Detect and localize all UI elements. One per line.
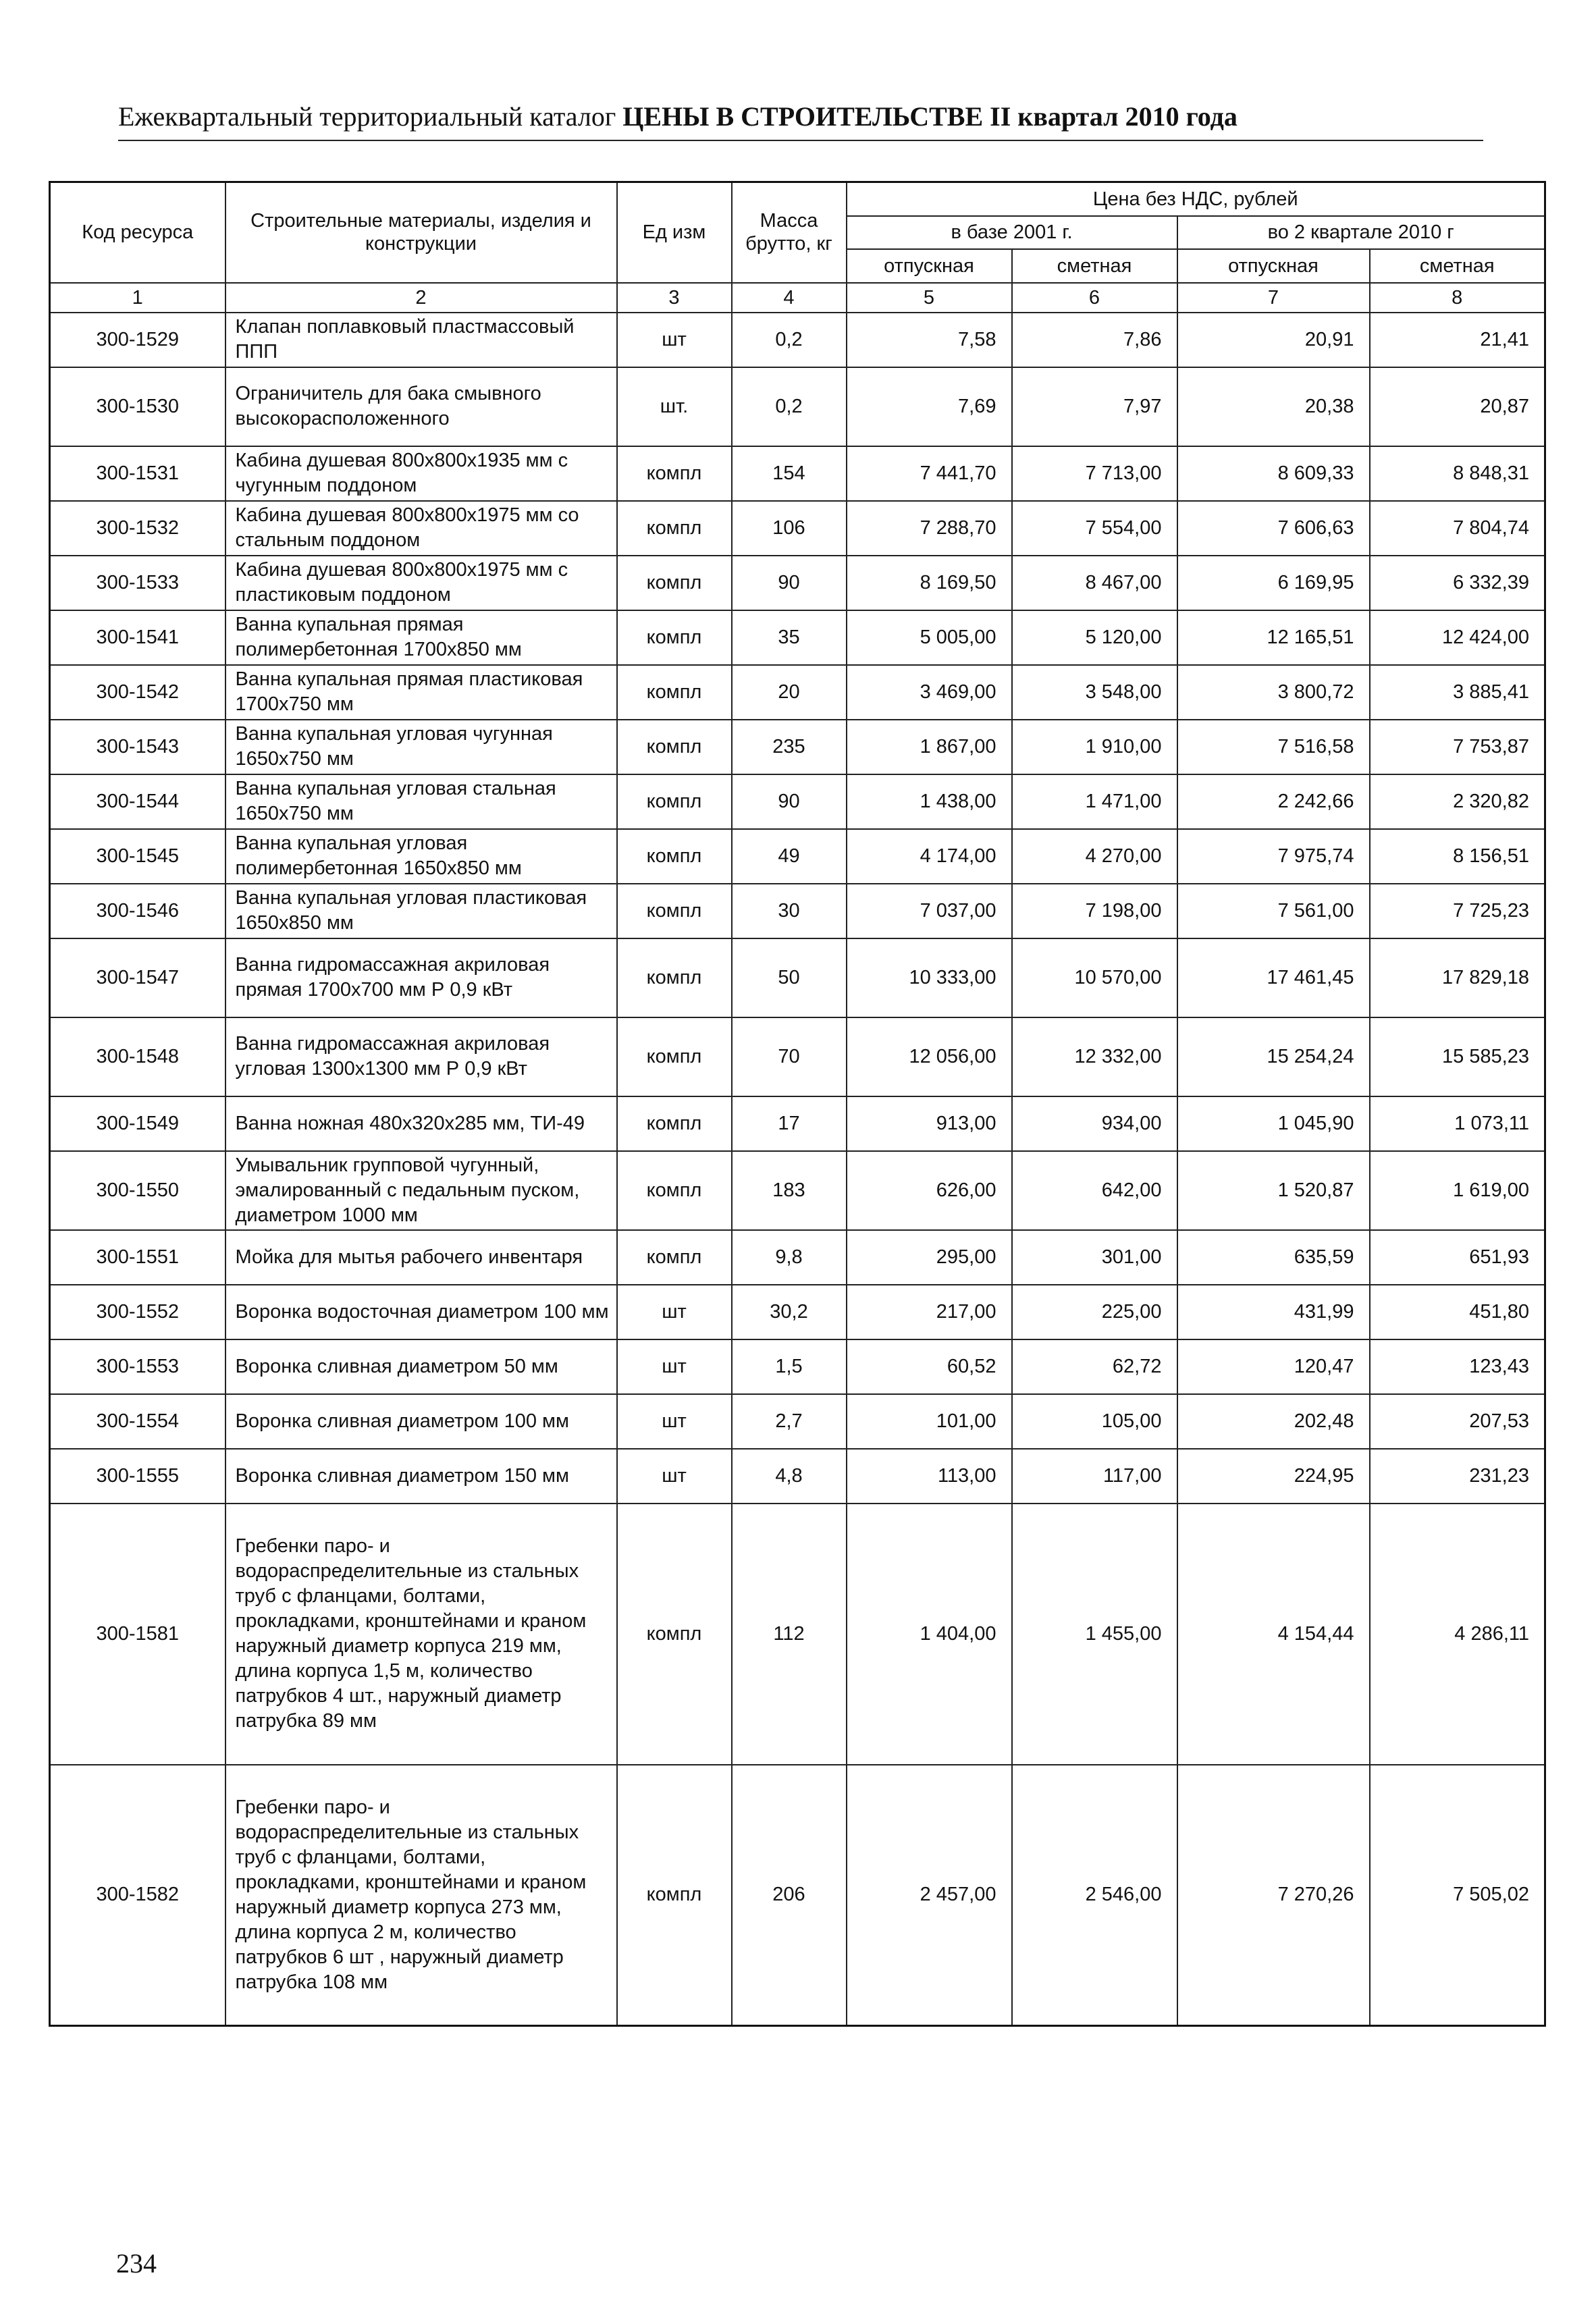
table-row [50, 1449, 1545, 1504]
price-base-estimate: 934,00 [1012, 1096, 1177, 1151]
material-name: Ванна ножная 480х320х285 мм, ТИ-49 [225, 1096, 617, 1151]
resource-code: 300-1553 [50, 1339, 225, 1394]
price-q2-estimate: 15 585,23 [1370, 1017, 1545, 1096]
header-base-estimate: сметная [1012, 249, 1177, 283]
price-q2-estimate: 4 286,11 [1370, 1504, 1545, 1765]
header-q2-2010: во 2 квартале 2010 г [1177, 216, 1545, 249]
header-rule [118, 140, 1483, 141]
price-base-estimate: 7,86 [1012, 313, 1177, 367]
resource-code: 300-1582 [50, 1765, 225, 2026]
gross-mass: 49 [732, 829, 847, 884]
unit: компл [617, 610, 732, 665]
price-q2-estimate: 1 073,11 [1370, 1096, 1545, 1151]
price-q2-release: 120,47 [1177, 1339, 1370, 1394]
header-mass: Масса брутто, кг [732, 182, 847, 283]
page-number: 234 [116, 2248, 157, 2279]
price-q2-estimate: 21,41 [1370, 313, 1545, 367]
price-q2-estimate: 3 885,41 [1370, 665, 1545, 720]
price-base-estimate: 10 570,00 [1012, 938, 1177, 1017]
resource-code: 300-1555 [50, 1449, 225, 1504]
price-base-estimate: 7 554,00 [1012, 501, 1177, 556]
price-q2-estimate: 17 829,18 [1370, 938, 1545, 1017]
gross-mass: 50 [732, 938, 847, 1017]
price-base-estimate: 225,00 [1012, 1285, 1177, 1339]
material-name: Кабина душевая 800х800х1935 мм с чугунным поддоном [225, 446, 617, 501]
gross-mass: 0,2 [732, 367, 847, 446]
unit: компл [617, 774, 732, 829]
unit: компл [617, 720, 732, 774]
table-row [50, 829, 1545, 884]
resource-code: 300-1533 [50, 556, 225, 610]
price-base-release: 1 404,00 [847, 1504, 1012, 1765]
price-q2-release: 7 975,74 [1177, 829, 1370, 884]
price-q2-estimate: 123,43 [1370, 1339, 1545, 1394]
price-q2-release: 8 609,33 [1177, 446, 1370, 501]
price-q2-release: 4 154,44 [1177, 1504, 1370, 1765]
price-base-release: 7 441,70 [847, 446, 1012, 501]
column-number: 2 [225, 283, 617, 313]
gross-mass: 17 [732, 1096, 847, 1151]
table-row [50, 446, 1545, 501]
table-row [50, 1394, 1545, 1449]
header-q2-release: отпускная [1177, 249, 1370, 283]
resource-code: 300-1549 [50, 1096, 225, 1151]
resource-code: 300-1552 [50, 1285, 225, 1339]
price-q2-estimate: 207,53 [1370, 1394, 1545, 1449]
unit: компл [617, 665, 732, 720]
catalog-header-prefix: Ежеквартальный территориальный каталог [118, 101, 616, 132]
material-name: Кабина душевая 800х800х1975 мм со стальным поддоном [225, 501, 617, 556]
price-q2-release: 224,95 [1177, 1449, 1370, 1504]
resource-code: 300-1547 [50, 938, 225, 1017]
price-q2-release: 17 461,45 [1177, 938, 1370, 1017]
price-q2-estimate: 7 753,87 [1370, 720, 1545, 774]
header-base-2001: в базе 2001 г. [847, 216, 1177, 249]
gross-mass: 90 [732, 774, 847, 829]
unit: компл [617, 501, 732, 556]
unit: компл [617, 1096, 732, 1151]
material-name: Воронка сливная диаметром 150 мм [225, 1449, 617, 1504]
catalog-header [118, 98, 1482, 136]
gross-mass: 30 [732, 884, 847, 938]
price-base-release: 12 056,00 [847, 1017, 1012, 1096]
unit: компл [617, 884, 732, 938]
gross-mass: 0,2 [732, 313, 847, 367]
price-base-estimate: 117,00 [1012, 1449, 1177, 1504]
table-row [50, 1504, 1545, 1765]
table-row [50, 938, 1545, 1017]
unit: компл [617, 1504, 732, 1765]
price-q2-release: 1 045,90 [1177, 1096, 1370, 1151]
table-row [50, 610, 1545, 665]
unit: компл [617, 1151, 732, 1230]
unit: компл [617, 556, 732, 610]
price-q2-estimate: 651,93 [1370, 1230, 1545, 1285]
price-base-release: 7,69 [847, 367, 1012, 446]
price-q2-release: 431,99 [1177, 1285, 1370, 1339]
column-number: 1 [50, 283, 225, 313]
gross-mass: 90 [732, 556, 847, 610]
catalog-header-title: ЦЕНЫ В СТРОИТЕЛЬСТВЕ II квартал 2010 года [622, 101, 1238, 132]
price-base-estimate: 2 546,00 [1012, 1765, 1177, 2026]
price-q2-release: 7 561,00 [1177, 884, 1370, 938]
unit: шт [617, 1339, 732, 1394]
price-q2-estimate: 12 424,00 [1370, 610, 1545, 665]
resource-code: 300-1543 [50, 720, 225, 774]
table-row [50, 1017, 1545, 1096]
price-q2-estimate: 7 804,74 [1370, 501, 1545, 556]
material-name: Умывальник групповой чугунный, эмалированный с педальным пуском, диаметром 1000 мм [225, 1151, 617, 1230]
gross-mass: 9,8 [732, 1230, 847, 1285]
header-unit: Ед изм [617, 182, 732, 283]
gross-mass: 4,8 [732, 1449, 847, 1504]
resource-code: 300-1544 [50, 774, 225, 829]
material-name: Воронка сливная диаметром 100 мм [225, 1394, 617, 1449]
price-base-estimate: 5 120,00 [1012, 610, 1177, 665]
material-name: Ванна купальная прямая полимербетонная 1700х850 мм [225, 610, 617, 665]
price-base-release: 295,00 [847, 1230, 1012, 1285]
resource-code: 300-1541 [50, 610, 225, 665]
resource-code: 300-1581 [50, 1504, 225, 1765]
price-base-release: 5 005,00 [847, 610, 1012, 665]
table-row [50, 1230, 1545, 1285]
price-q2-release: 202,48 [1177, 1394, 1370, 1449]
table-row [50, 1096, 1545, 1151]
price-base-estimate: 7,97 [1012, 367, 1177, 446]
resource-code: 300-1531 [50, 446, 225, 501]
price-q2-release: 1 520,87 [1177, 1151, 1370, 1230]
unit: компл [617, 938, 732, 1017]
unit: шт [617, 313, 732, 367]
resource-code: 300-1551 [50, 1230, 225, 1285]
unit: компл [617, 1765, 732, 2026]
price-base-estimate: 3 548,00 [1012, 665, 1177, 720]
price-base-estimate: 642,00 [1012, 1151, 1177, 1230]
column-number: 8 [1370, 283, 1545, 313]
material-name: Ванна купальная угловая стальная 1650х750 мм [225, 774, 617, 829]
gross-mass: 70 [732, 1017, 847, 1096]
resource-code: 300-1545 [50, 829, 225, 884]
table-row [50, 1285, 1545, 1339]
price-base-release: 1 438,00 [847, 774, 1012, 829]
table-row [50, 774, 1545, 829]
table-row [50, 313, 1545, 367]
gross-mass: 183 [732, 1151, 847, 1230]
price-base-estimate: 1 910,00 [1012, 720, 1177, 774]
unit: шт [617, 1285, 732, 1339]
unit: шт [617, 1449, 732, 1504]
price-base-estimate: 62,72 [1012, 1339, 1177, 1394]
gross-mass: 1,5 [732, 1339, 847, 1394]
material-name: Ванна купальная угловая полимербетонная 1650х850 мм [225, 829, 617, 884]
material-name: Ванна купальная угловая пластиковая 1650х850 мм [225, 884, 617, 938]
gross-mass: 2,7 [732, 1394, 847, 1449]
price-base-release: 3 469,00 [847, 665, 1012, 720]
material-name: Воронка сливная диаметром 50 мм [225, 1339, 617, 1394]
price-base-estimate: 1 455,00 [1012, 1504, 1177, 1765]
gross-mass: 35 [732, 610, 847, 665]
gross-mass: 112 [732, 1504, 847, 1765]
resource-code: 300-1532 [50, 501, 225, 556]
price-q2-estimate: 8 848,31 [1370, 446, 1545, 501]
material-name: Ограничитель для бака смывного высокорасположенного [225, 367, 617, 446]
table-row [50, 1765, 1545, 2026]
unit: шт [617, 1394, 732, 1449]
price-q2-release: 2 242,66 [1177, 774, 1370, 829]
header-q2-estimate: сметная [1370, 249, 1545, 283]
price-base-estimate: 8 467,00 [1012, 556, 1177, 610]
price-q2-release: 20,91 [1177, 313, 1370, 367]
header-name: Строительные материалы, изделия и конструкции [225, 182, 617, 283]
unit: компл [617, 1230, 732, 1285]
material-name: Гребенки паро- и водораспределительные из стальных труб с фланцами, болтами, прокладками, кронштейнами и краном наружный диаметр корпуса 273 мм, длина корпуса 2 м, количество патрубков 6 шт , наружный диаметр патрубка 108 мм [225, 1765, 617, 2026]
table-row [50, 1339, 1545, 1394]
material-name: Мойка для мытья рабочего инвентаря [225, 1230, 617, 1285]
gross-mass: 154 [732, 446, 847, 501]
price-q2-release: 15 254,24 [1177, 1017, 1370, 1096]
price-base-release: 2 457,00 [847, 1765, 1012, 2026]
unit: компл [617, 829, 732, 884]
price-table [49, 181, 1546, 2027]
price-base-estimate: 301,00 [1012, 1230, 1177, 1285]
price-q2-estimate: 7 505,02 [1370, 1765, 1545, 2026]
price-base-release: 7 288,70 [847, 501, 1012, 556]
table-row [50, 665, 1545, 720]
gross-mass: 20 [732, 665, 847, 720]
price-base-release: 7,58 [847, 313, 1012, 367]
price-base-estimate: 7 713,00 [1012, 446, 1177, 501]
unit: шт. [617, 367, 732, 446]
header-price-group: Цена без НДС, рублей [847, 182, 1545, 216]
price-q2-release: 7 516,58 [1177, 720, 1370, 774]
table-body [50, 283, 1545, 2026]
price-base-release: 626,00 [847, 1151, 1012, 1230]
material-name: Кабина душевая 800х800х1975 мм с пластиковым поддоном [225, 556, 617, 610]
price-base-release: 101,00 [847, 1394, 1012, 1449]
gross-mass: 106 [732, 501, 847, 556]
price-base-release: 113,00 [847, 1449, 1012, 1504]
price-base-release: 913,00 [847, 1096, 1012, 1151]
price-q2-estimate: 2 320,82 [1370, 774, 1545, 829]
price-base-release: 1 867,00 [847, 720, 1012, 774]
price-q2-estimate: 451,80 [1370, 1285, 1545, 1339]
price-q2-estimate: 8 156,51 [1370, 829, 1545, 884]
price-q2-release: 7 606,63 [1177, 501, 1370, 556]
table-row [50, 367, 1545, 446]
column-number: 5 [847, 283, 1012, 313]
resource-code: 300-1548 [50, 1017, 225, 1096]
price-base-estimate: 4 270,00 [1012, 829, 1177, 884]
price-q2-estimate: 6 332,39 [1370, 556, 1545, 610]
resource-code: 300-1542 [50, 665, 225, 720]
column-number: 4 [732, 283, 847, 313]
gross-mass: 235 [732, 720, 847, 774]
price-base-estimate: 105,00 [1012, 1394, 1177, 1449]
header-base-release: отпускная [847, 249, 1012, 283]
price-q2-release: 6 169,95 [1177, 556, 1370, 610]
price-q2-release: 7 270,26 [1177, 1765, 1370, 2026]
price-q2-release: 635,59 [1177, 1230, 1370, 1285]
gross-mass: 30,2 [732, 1285, 847, 1339]
resource-code: 300-1530 [50, 367, 225, 446]
material-name: Гребенки паро- и водораспределительные из стальных труб с фланцами, болтами, прокладками, кронштейнами и краном наружный диаметр корпуса 219 мм, длина корпуса 1,5 м, количество патрубков 4 шт., наружный диаметр патрубка 89 мм [225, 1504, 617, 1765]
unit: компл [617, 446, 732, 501]
price-base-release: 8 169,50 [847, 556, 1012, 610]
table-row [50, 720, 1545, 774]
header-code: Код ресурса [50, 182, 225, 283]
table-header [50, 182, 1545, 283]
price-q2-estimate: 7 725,23 [1370, 884, 1545, 938]
column-number: 6 [1012, 283, 1177, 313]
price-base-release: 10 333,00 [847, 938, 1012, 1017]
price-q2-estimate: 1 619,00 [1370, 1151, 1545, 1230]
unit: компл [617, 1017, 732, 1096]
gross-mass: 206 [732, 1765, 847, 2026]
price-q2-estimate: 20,87 [1370, 367, 1545, 446]
material-name: Ванна гидромассажная акриловая прямая 1700х700 мм Р 0,9 кВт [225, 938, 617, 1017]
price-base-release: 7 037,00 [847, 884, 1012, 938]
material-name: Ванна гидромассажная акриловая угловая 1300х1300 мм Р 0,9 кВт [225, 1017, 617, 1096]
price-base-release: 4 174,00 [847, 829, 1012, 884]
price-q2-release: 12 165,51 [1177, 610, 1370, 665]
resource-code: 300-1529 [50, 313, 225, 367]
price-base-release: 60,52 [847, 1339, 1012, 1394]
material-name: Ванна купальная угловая чугунная 1650х750 мм [225, 720, 617, 774]
material-name: Ванна купальная прямая пластиковая 1700х750 мм [225, 665, 617, 720]
table-row [50, 884, 1545, 938]
table-row [50, 556, 1545, 610]
resource-code: 300-1550 [50, 1151, 225, 1230]
material-name: Клапан поплавковый пластмассовый ППП [225, 313, 617, 367]
price-base-estimate: 12 332,00 [1012, 1017, 1177, 1096]
table-row [50, 501, 1545, 556]
price-base-estimate: 1 471,00 [1012, 774, 1177, 829]
table-row [50, 1151, 1545, 1230]
column-number: 7 [1177, 283, 1370, 313]
material-name: Воронка водосточная диаметром 100 мм [225, 1285, 617, 1339]
price-q2-release: 3 800,72 [1177, 665, 1370, 720]
price-q2-estimate: 231,23 [1370, 1449, 1545, 1504]
price-base-release: 217,00 [847, 1285, 1012, 1339]
resource-code: 300-1546 [50, 884, 225, 938]
price-base-estimate: 7 198,00 [1012, 884, 1177, 938]
column-number-row [50, 283, 1545, 313]
resource-code: 300-1554 [50, 1394, 225, 1449]
price-q2-release: 20,38 [1177, 367, 1370, 446]
column-number: 3 [617, 283, 732, 313]
